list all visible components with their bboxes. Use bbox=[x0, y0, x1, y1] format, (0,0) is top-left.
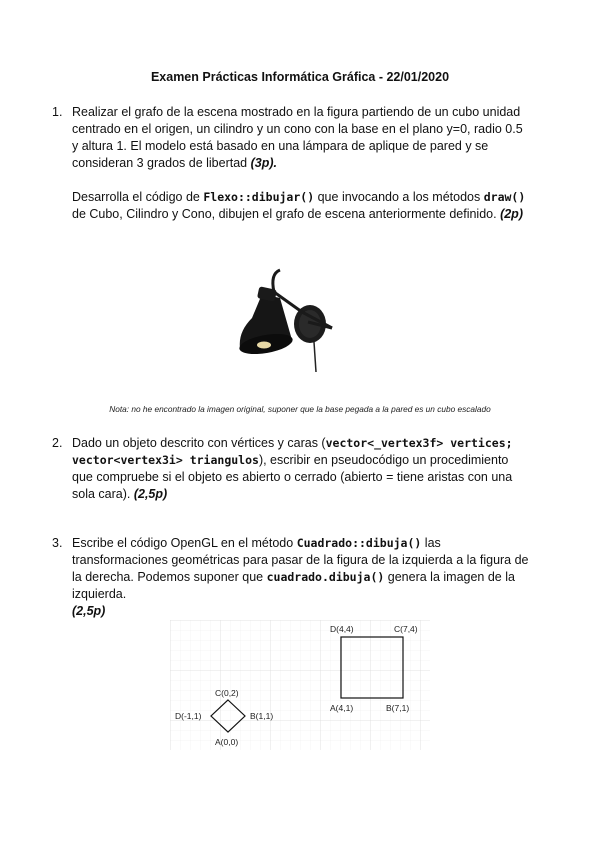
q2-score: (2,5p) bbox=[133, 487, 168, 501]
q2-text-b: ), escribir en pseudocódigo un procedimiento que compruebe si el objeto es abierto o cerrado (abierto = tiene aristas con una sola cara). bbox=[72, 453, 513, 501]
q3-text-c: genera la imagen de la izquierda. bbox=[72, 570, 515, 601]
grid-background bbox=[170, 620, 430, 750]
question-2 bbox=[52, 435, 532, 503]
question-number: 3. bbox=[52, 536, 63, 550]
q1-text-c: de Cubo, Cilindro y Cono, dibujen el grafo de escena anteriormente definido. bbox=[72, 207, 497, 221]
q2-code-vertices: vector<_vertex3f> vertices; bbox=[325, 436, 513, 450]
q1-score-2: (2p) bbox=[500, 207, 523, 221]
question-1-paragraph-1 bbox=[72, 104, 532, 172]
question-3-paragraph bbox=[72, 535, 532, 620]
wall-lamp-image bbox=[222, 262, 352, 390]
q1-code-draw: draw() bbox=[483, 190, 526, 204]
exam-title: Examen Prácticas Informática Gráfica - 22/01/2020 bbox=[150, 70, 450, 84]
q1-code-flexo: Flexo::dibujar() bbox=[203, 190, 315, 204]
left-point-d: D(-1,1) bbox=[175, 711, 202, 721]
q2-text-a: Dado un objeto descrito con vértices y caras ( bbox=[72, 436, 326, 450]
question-1 bbox=[52, 104, 532, 223]
transformation-figure bbox=[170, 620, 430, 750]
q3-text-b: las transformaciones geométricas para pasar de la figura de la izquierda a la figura de la derecha. Podemos suponer que bbox=[72, 536, 529, 584]
q1-text-b: que invocando a los métodos bbox=[317, 190, 481, 204]
q2-code-triangulos: vector<vertex3i> triangulos bbox=[72, 453, 259, 467]
q3-text-a: Escribe el código OpenGL en el método bbox=[72, 536, 294, 550]
right-point-c: C(7,4) bbox=[394, 624, 418, 634]
q1-text: Realizar el grafo de la escena mostrado en la figura partiendo de un cubo unidad centrado en el origen, un cilindro y un cono con la base en el plano y=0, radio 0.5 y altura 1. El modelo está basado en una lámpara de aplique de pared y se consideran 3 grados de libertad bbox=[72, 105, 523, 170]
question-number: 2. bbox=[52, 436, 63, 450]
question-1-paragraph-2 bbox=[72, 189, 532, 223]
q1-text-a: Desarrolla el código de bbox=[72, 190, 200, 204]
left-point-a: A(0,0) bbox=[215, 737, 239, 747]
right-point-d: D(4,4) bbox=[330, 624, 354, 634]
q3-code-cuadrado: cuadrado.dibuja() bbox=[266, 570, 385, 584]
left-point-b: B(1,1) bbox=[250, 711, 274, 721]
question-2-paragraph bbox=[72, 435, 532, 503]
question-3 bbox=[52, 535, 532, 620]
question-number: 1. bbox=[52, 105, 63, 119]
q3-score: (2,5p) bbox=[72, 604, 106, 618]
q3-code-dibuja: Cuadrado::dibuja() bbox=[296, 536, 422, 550]
right-point-a: A(4,1) bbox=[330, 703, 354, 713]
q1-score: (3p). bbox=[250, 156, 277, 170]
right-point-b: B(7,1) bbox=[386, 703, 410, 713]
image-note: Nota: no he encontrado la imagen original, suponer que la base pegada a la pared es un cubo escalado bbox=[109, 404, 491, 414]
left-point-c: C(0,2) bbox=[215, 688, 239, 698]
